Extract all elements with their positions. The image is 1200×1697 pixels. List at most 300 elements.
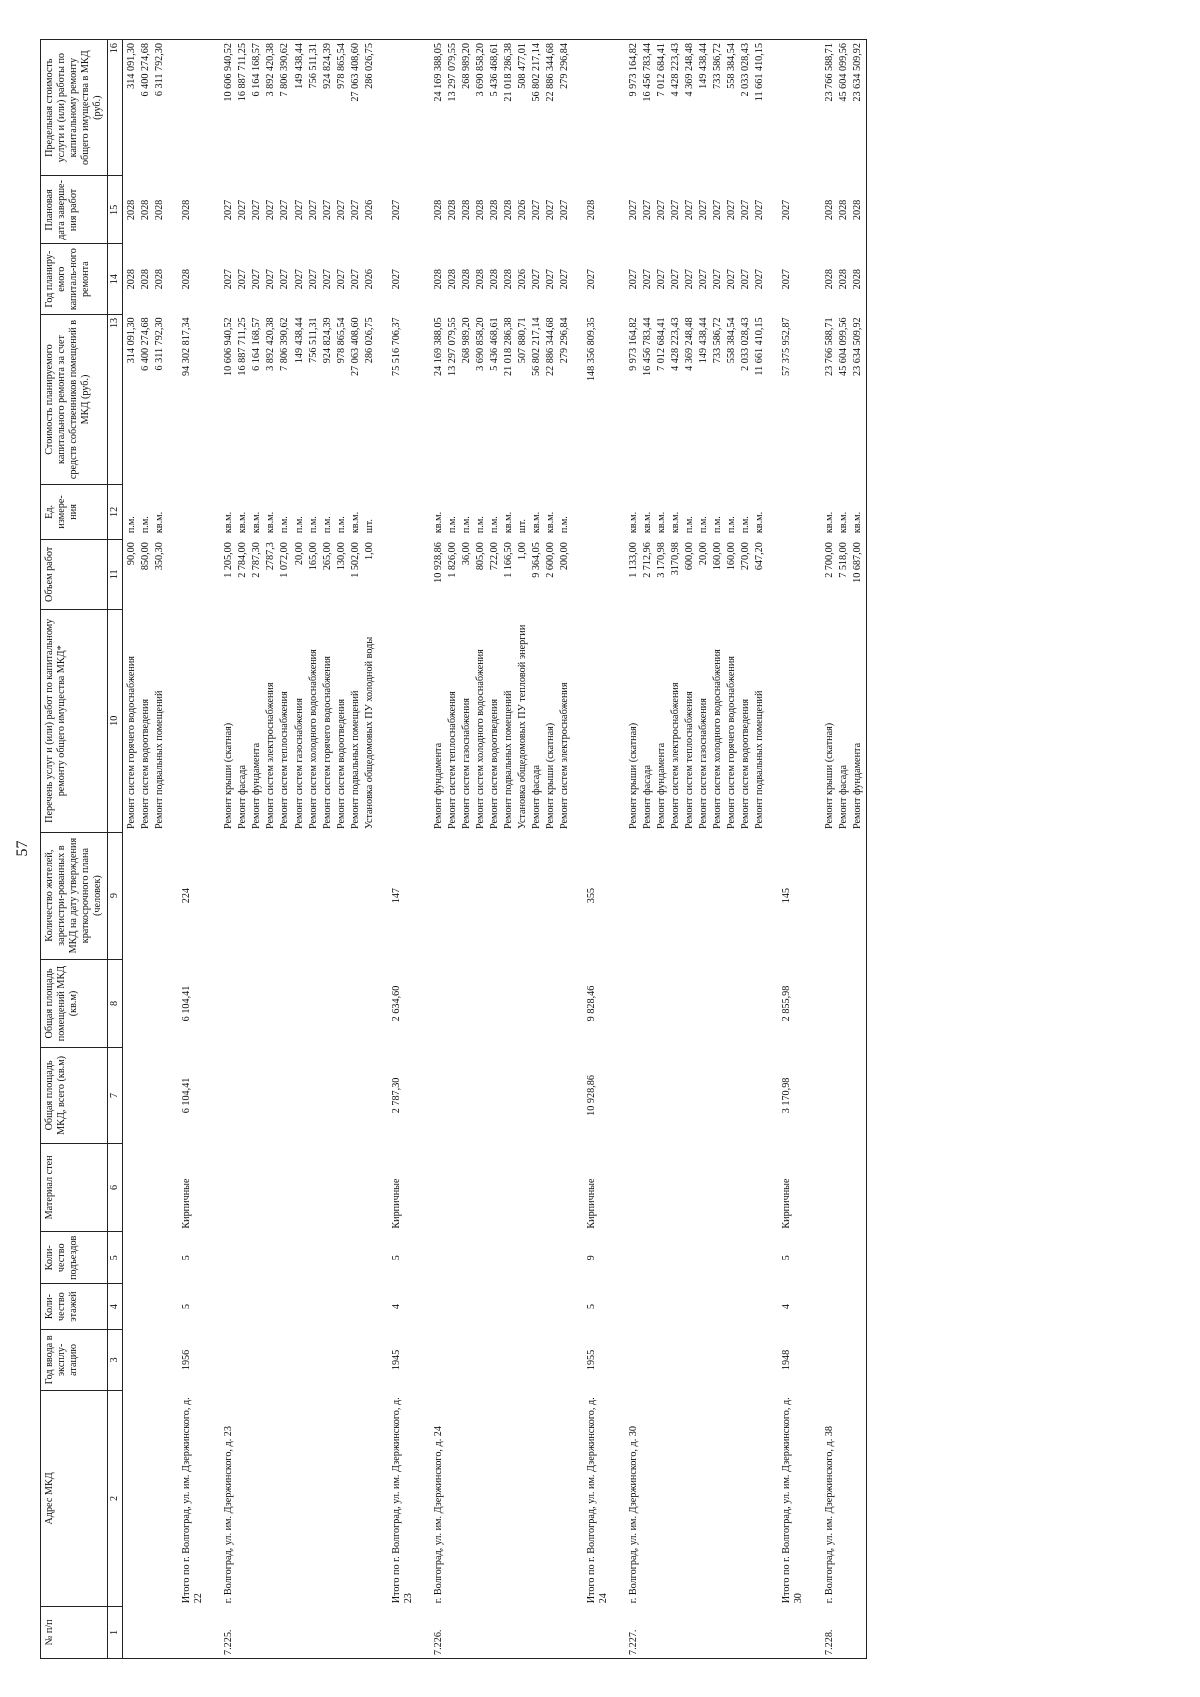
rooms-area-cell: [123, 959, 140, 1048]
cost-cell: 149 438,44: [293, 317, 305, 364]
row-number: [123, 1606, 140, 1658]
row-number: [851, 1606, 867, 1658]
limit-cost-cell: 924 824,39: [321, 40, 335, 176]
residents-cell: 355: [586, 887, 598, 904]
capital-repair-table: [40, 39, 867, 1659]
work-type-cell: [377, 610, 419, 833]
year-built-cell: [278, 1329, 292, 1390]
rooms-area-cell: [697, 959, 711, 1048]
entrances-cell: [123, 1232, 140, 1284]
year-built-cell: [697, 1329, 711, 1390]
repair-year-cell: 2027: [390, 268, 402, 290]
address-cell: [697, 1391, 711, 1607]
work-type-cell: Ремонт фундамента: [851, 610, 867, 833]
address-cell: г. Волгоград, ул. им. Дзержинского, д. 24: [432, 1426, 444, 1604]
entrances-cell: [349, 1232, 363, 1284]
repair-year-cell: 2028: [502, 268, 514, 290]
limit-cost-cell: 27 063 408,60: [349, 40, 363, 176]
limit-cost-cell: 268 989,20: [460, 40, 474, 176]
cost-cell: 7 806 390,62: [279, 317, 291, 371]
end-date-cell: 2028: [446, 199, 458, 221]
unit-cell: п.м.: [460, 516, 472, 534]
cost-cell: 16 456 783,44: [642, 317, 654, 376]
row-number: [725, 1606, 739, 1658]
address-cell: [683, 1391, 697, 1607]
repair-year-cell: 2027: [628, 268, 640, 290]
floors-cell: [250, 1284, 264, 1329]
year-built-cell: [250, 1329, 264, 1390]
total-area-cell: [641, 1048, 655, 1143]
wall-material-cell: [153, 1143, 167, 1232]
column-header-10: Перечень услуг и (или) работ по капитальному ремонту общего имущества МКД*: [41, 610, 108, 833]
volume-cell: 2 787,30: [251, 542, 263, 578]
total-area-cell: [697, 1048, 711, 1143]
row-number: [264, 1606, 278, 1658]
floors-cell: 4: [781, 1304, 793, 1310]
volume-cell: 805,00: [474, 542, 486, 571]
total-area-cell: [250, 1048, 264, 1143]
wall-material-cell: [474, 1143, 488, 1232]
entrances-cell: 5: [781, 1255, 793, 1261]
entrances-cell: [851, 1232, 867, 1284]
unit-cell: кв.м.: [642, 511, 654, 534]
table-row: [810, 40, 837, 1659]
table-row: [516, 40, 530, 1659]
volume-cell: 3 170,98: [656, 542, 668, 578]
unit-cell: п.м.: [740, 516, 752, 534]
unit-cell: кв.м.: [823, 511, 835, 534]
rooms-area-cell: [419, 959, 446, 1048]
floors-cell: [502, 1284, 516, 1329]
repair-year-cell: 2028: [823, 268, 835, 290]
entrances-cell: [753, 1232, 767, 1284]
address-cell: Итого по г. Волгоград, ул. им. Дзержинского, д. 22: [181, 1397, 205, 1604]
unit-cell: п.м.: [307, 516, 319, 534]
entrances-cell: [335, 1232, 349, 1284]
repair-year-cell: 2027: [684, 268, 696, 290]
rooms-area-cell: 6 104,41: [181, 985, 193, 1022]
entrances-cell: 5: [390, 1255, 402, 1261]
address-cell: г. Волгоград, ул. им. Дзержинского, д. 30: [628, 1426, 640, 1604]
end-date-cell: 2028: [460, 199, 472, 221]
end-date-cell: 2028: [823, 199, 835, 221]
rooms-area-cell: [641, 959, 655, 1048]
volume-cell: 1,00: [516, 542, 528, 560]
unit-cell: кв.м.: [656, 511, 668, 534]
rooms-area-cell: [335, 959, 349, 1048]
unit-cell: п.м.: [446, 516, 458, 534]
residents-cell: [711, 832, 725, 959]
rooms-area-cell: [153, 959, 167, 1048]
floors-cell: 5: [586, 1304, 598, 1310]
address-cell: [335, 1391, 349, 1607]
end-date-cell: 2027: [390, 199, 402, 221]
volume-cell: 722,00: [488, 542, 500, 571]
volume-cell: [572, 539, 614, 609]
entrances-cell: [236, 1232, 250, 1284]
row-number: [377, 1606, 419, 1658]
table-row: [349, 40, 363, 1659]
row-number: [837, 1606, 851, 1658]
cost-cell: 16 887 711,25: [237, 317, 249, 376]
column-number-15: 15: [108, 176, 123, 244]
floors-cell: [711, 1284, 725, 1329]
end-date-cell: 2028: [837, 199, 849, 221]
cost-cell: 27 063 408,60: [349, 317, 361, 376]
row-number: [558, 1606, 572, 1658]
residents-cell: [123, 832, 140, 959]
year-built-cell: [488, 1329, 502, 1390]
address-cell: [321, 1391, 335, 1607]
entrances-cell: [209, 1232, 236, 1284]
limit-cost-cell: 3 892 420,38: [264, 40, 278, 176]
repair-year-cell: 2028: [126, 268, 138, 290]
table-row: [307, 40, 321, 1659]
rooms-area-cell: 9 828,46: [586, 985, 598, 1022]
unit-cell: кв.м.: [754, 511, 766, 534]
residents-cell: [516, 832, 530, 959]
rooms-area-cell: [278, 959, 292, 1048]
unit-cell: кв.м.: [545, 511, 556, 534]
work-type-cell: Ремонт систем теплоснабжения: [279, 691, 291, 830]
wall-material-cell: Кирпичные: [586, 1178, 598, 1229]
unit-cell: п.м.: [293, 516, 305, 534]
volume-cell: 1,00: [363, 542, 375, 560]
unit-cell: п.м.: [279, 516, 291, 534]
table-row: [335, 40, 349, 1659]
wall-material-cell: [558, 1143, 572, 1232]
year-built-cell: [236, 1329, 250, 1390]
floors-cell: [307, 1284, 321, 1329]
work-type-cell: [167, 610, 209, 833]
end-date-cell: 2027: [545, 199, 556, 221]
unit-cell: кв.м.: [154, 511, 166, 534]
total-area-cell: 10 928,86: [586, 1075, 598, 1116]
residents-cell: [307, 832, 321, 959]
column-header-6: Материал стен: [41, 1143, 108, 1232]
limit-cost-cell: [377, 40, 419, 176]
rooms-area-cell: [655, 959, 669, 1048]
table-row: [363, 40, 377, 1659]
repair-year-cell: 2027: [781, 268, 793, 290]
end-date-cell: 2027: [712, 199, 724, 221]
table-row: [419, 40, 446, 1659]
table-row: [139, 40, 153, 1659]
repair-year-cell: 2027: [642, 268, 654, 290]
unit-cell: [377, 485, 419, 539]
row-number: [502, 1606, 516, 1658]
wall-material-cell: [837, 1143, 851, 1232]
work-type-cell: Ремонт крыши (скатная): [223, 722, 235, 830]
unit-cell: п.м.: [712, 516, 724, 534]
cost-cell: 11 661 410,15: [754, 317, 766, 376]
year-built-cell: [335, 1329, 349, 1390]
repair-year-cell: 2027: [545, 268, 556, 290]
end-date-cell: 2028: [140, 199, 152, 221]
volume-cell: 2 784,00: [237, 542, 249, 578]
work-type-cell: Ремонт систем газоснабжения: [293, 698, 305, 830]
year-built-cell: 1955: [586, 1349, 598, 1371]
year-built-cell: [614, 1329, 641, 1390]
address-cell: [446, 1391, 460, 1607]
limit-cost-cell: 56 802 217,14: [530, 40, 544, 176]
cost-cell: 3 690 858,20: [474, 317, 486, 371]
volume-cell: 3170,98: [670, 542, 682, 576]
wall-material-cell: [810, 1143, 837, 1232]
repair-year-cell: 2027: [307, 268, 319, 290]
repair-year-cell: 2027: [712, 268, 724, 290]
end-date-cell: 2027: [265, 199, 277, 221]
row-number: [349, 1606, 363, 1658]
floors-cell: [544, 1284, 558, 1329]
floors-cell: [655, 1284, 669, 1329]
end-date-cell: 2026: [363, 199, 375, 221]
entrances-cell: [139, 1232, 153, 1284]
limit-cost-cell: 24 169 388,05: [419, 40, 446, 176]
wall-material-cell: [725, 1143, 739, 1232]
column-number-10: 10: [108, 610, 123, 833]
address-cell: [153, 1391, 167, 1607]
end-date-cell: 2027: [530, 199, 542, 221]
total-area-cell: [851, 1048, 867, 1143]
cost-cell: 268 989,20: [460, 317, 472, 364]
entrances-cell: [264, 1232, 278, 1284]
address-cell: [236, 1391, 250, 1607]
table-row: [530, 40, 544, 1659]
wall-material-cell: [530, 1143, 544, 1232]
table-body: [123, 40, 866, 1659]
unit-cell: кв.м.: [670, 511, 682, 534]
repair-year-cell: 2027: [586, 268, 598, 290]
residents-cell: [209, 832, 236, 959]
repair-year-cell: 2027: [698, 268, 710, 290]
total-area-cell: [474, 1048, 488, 1143]
residents-cell: 145: [781, 887, 793, 904]
year-built-cell: [502, 1329, 516, 1390]
year-built-cell: [363, 1329, 377, 1390]
total-area-cell: [349, 1048, 363, 1143]
end-date-cell: 2028: [502, 199, 514, 221]
address-cell: [474, 1391, 488, 1607]
cost-cell: 6 311 792,30: [154, 317, 166, 371]
end-date-cell: 2027: [656, 199, 668, 221]
table-row: [683, 40, 697, 1659]
rooms-area-cell: [264, 959, 278, 1048]
limit-cost-cell: 558 384,54: [725, 40, 739, 176]
row-number: [655, 1606, 669, 1658]
entrances-cell: [250, 1232, 264, 1284]
cost-cell: 3 892 420,38: [265, 317, 277, 371]
cost-cell: 22 886 344,68: [545, 317, 556, 376]
cost-cell: 45 604 099,56: [837, 317, 849, 376]
year-built-cell: [739, 1329, 753, 1390]
column-header-3: Год ввода в эксплу-атацию: [41, 1329, 108, 1390]
repair-year-cell: 2027: [293, 268, 305, 290]
floors-cell: [669, 1284, 683, 1329]
entrances-cell: [669, 1232, 683, 1284]
entrances-cell: [739, 1232, 753, 1284]
work-type-cell: Установка общедомовых ПУ холодной воды: [363, 636, 375, 830]
rooms-area-cell: [488, 959, 502, 1048]
repair-year-cell: 2027: [279, 268, 291, 290]
wall-material-cell: Кирпичные: [781, 1178, 793, 1229]
total-area-cell: [810, 1048, 837, 1143]
residents-cell: [446, 832, 460, 959]
unit-cell: кв.м.: [349, 511, 361, 534]
work-type-cell: Ремонт крыши (скатная): [823, 722, 835, 830]
wall-material-cell: [502, 1143, 516, 1232]
total-area-cell: [307, 1048, 321, 1143]
work-type-cell: Ремонт систем теплоснабжения: [446, 691, 458, 830]
address-cell: [264, 1391, 278, 1607]
unit-cell: кв.м.: [223, 511, 235, 534]
table-row: [236, 40, 250, 1659]
volume-cell: 10 687,00: [851, 539, 867, 609]
row-number: 7.225.: [209, 1606, 236, 1658]
work-type-cell: Ремонт систем холодного водоснабжения: [474, 649, 486, 830]
year-built-cell: [753, 1329, 767, 1390]
rooms-area-cell: [236, 959, 250, 1048]
entrances-cell: [683, 1232, 697, 1284]
address-cell: Итого по г. Волгоград, ул. им. Дзержинского, д. 23: [390, 1397, 414, 1604]
wall-material-cell: [683, 1143, 697, 1232]
address-cell: [655, 1391, 669, 1607]
floors-cell: [446, 1284, 460, 1329]
year-built-cell: [460, 1329, 474, 1390]
volume-cell: 1 133,00: [628, 542, 640, 578]
limit-cost-cell: 4 369 248,48: [683, 40, 697, 176]
wall-material-cell: [753, 1143, 767, 1232]
work-type-cell: Ремонт систем газоснабжения: [698, 698, 710, 830]
rooms-area-cell: [739, 959, 753, 1048]
floors-cell: [516, 1284, 530, 1329]
work-type-cell: Ремонт фасада: [530, 765, 542, 830]
year-built-cell: [544, 1329, 558, 1390]
rooms-area-cell: [810, 959, 837, 1048]
rooms-area-cell: [614, 959, 641, 1048]
unit-cell: п.м.: [488, 516, 500, 534]
column-header-4: Коли-чество этажей: [41, 1284, 108, 1329]
address-cell: [307, 1391, 321, 1607]
cost-cell: 4 369 248,48: [684, 317, 696, 371]
unit-cell: п.м.: [126, 516, 138, 534]
table-row: [851, 40, 867, 1659]
volume-cell: 20,00: [698, 542, 710, 566]
cost-cell: 4 428 223,43: [670, 317, 682, 371]
cost-cell: 23 634 509,92: [851, 314, 867, 484]
residents-cell: [614, 832, 641, 959]
table-row: [669, 40, 683, 1659]
address-cell: [278, 1391, 292, 1607]
limit-cost-cell: 508 477,01: [516, 40, 530, 176]
floors-cell: [837, 1284, 851, 1329]
table-row: [697, 40, 711, 1659]
wall-material-cell: Кирпичные: [181, 1178, 193, 1229]
entrances-cell: [725, 1232, 739, 1284]
table-row: [264, 40, 278, 1659]
address-cell: [558, 1391, 572, 1607]
address-cell: [530, 1391, 544, 1607]
entrances-cell: [363, 1232, 377, 1284]
cost-cell: 733 586,72: [712, 317, 724, 364]
limit-cost-cell: 16 887 711,25: [236, 40, 250, 176]
table-row: [250, 40, 264, 1659]
residents-cell: [544, 832, 558, 959]
residents-cell: [236, 832, 250, 959]
volume-cell: 130,00: [335, 542, 347, 571]
entrances-cell: [516, 1232, 530, 1284]
end-date-cell: 2027: [237, 199, 249, 221]
limit-cost-cell: 279 296,84: [558, 40, 572, 176]
wall-material-cell: [851, 1143, 867, 1232]
wall-material-cell: [139, 1143, 153, 1232]
floors-cell: [153, 1284, 167, 1329]
year-built-cell: [641, 1329, 655, 1390]
end-date-cell: 2027: [223, 199, 235, 221]
table-row: [655, 40, 669, 1659]
residents-cell: [697, 832, 711, 959]
year-built-cell: [725, 1329, 739, 1390]
floors-cell: [349, 1284, 363, 1329]
unit-cell: п.м.: [684, 516, 696, 534]
wall-material-cell: [614, 1143, 641, 1232]
unit-cell: п.м.: [140, 516, 152, 534]
floors-cell: [209, 1284, 236, 1329]
volume-cell: 200,00: [559, 542, 571, 571]
end-date-cell: 2027: [670, 199, 682, 221]
row-number: [460, 1606, 474, 1658]
cost-cell: 6 164 168,57: [251, 317, 263, 371]
volume-cell: 2 712,96: [642, 542, 654, 578]
year-built-cell: [349, 1329, 363, 1390]
table-row: [725, 40, 739, 1659]
rooms-area-cell: [209, 959, 236, 1048]
residents-cell: [641, 832, 655, 959]
volume-cell: 160,00: [712, 542, 724, 571]
rooms-area-cell: 2 634,60: [390, 985, 402, 1022]
volume-cell: 350,30: [154, 542, 166, 571]
end-date-cell: 2027: [642, 199, 654, 221]
row-number: [711, 1606, 725, 1658]
row-number: [446, 1606, 460, 1658]
floors-cell: [614, 1284, 641, 1329]
volume-cell: 160,00: [726, 542, 738, 571]
entrances-cell: [711, 1232, 725, 1284]
row-number: [683, 1606, 697, 1658]
volume-cell: 265,00: [321, 542, 333, 571]
total-area-cell: [123, 1048, 140, 1143]
row-number: 7.226.: [419, 1606, 446, 1658]
rooms-area-cell: [446, 959, 460, 1048]
year-built-cell: [683, 1329, 697, 1390]
limit-cost-cell: 978 865,54: [335, 40, 349, 176]
total-area-cell: [614, 1048, 641, 1143]
total-area-cell: [419, 1048, 446, 1143]
year-built-cell: [209, 1329, 236, 1390]
repair-year-cell: 2027: [726, 268, 738, 290]
column-number-5: 5: [108, 1232, 123, 1284]
residents-cell: [655, 832, 669, 959]
unit-cell: п.м.: [474, 516, 486, 534]
work-type-cell: Ремонт систем электроснабжения: [670, 682, 682, 830]
work-type-cell: Ремонт систем электроснабжения: [265, 682, 277, 830]
total-row: [377, 40, 419, 1659]
cost-cell: 56 802 217,14: [530, 317, 542, 376]
wall-material-cell: [209, 1143, 236, 1232]
rooms-area-cell: [502, 959, 516, 1048]
limit-cost-cell: 6 311 792,30: [153, 40, 167, 176]
column-number-2: 2: [108, 1391, 123, 1607]
